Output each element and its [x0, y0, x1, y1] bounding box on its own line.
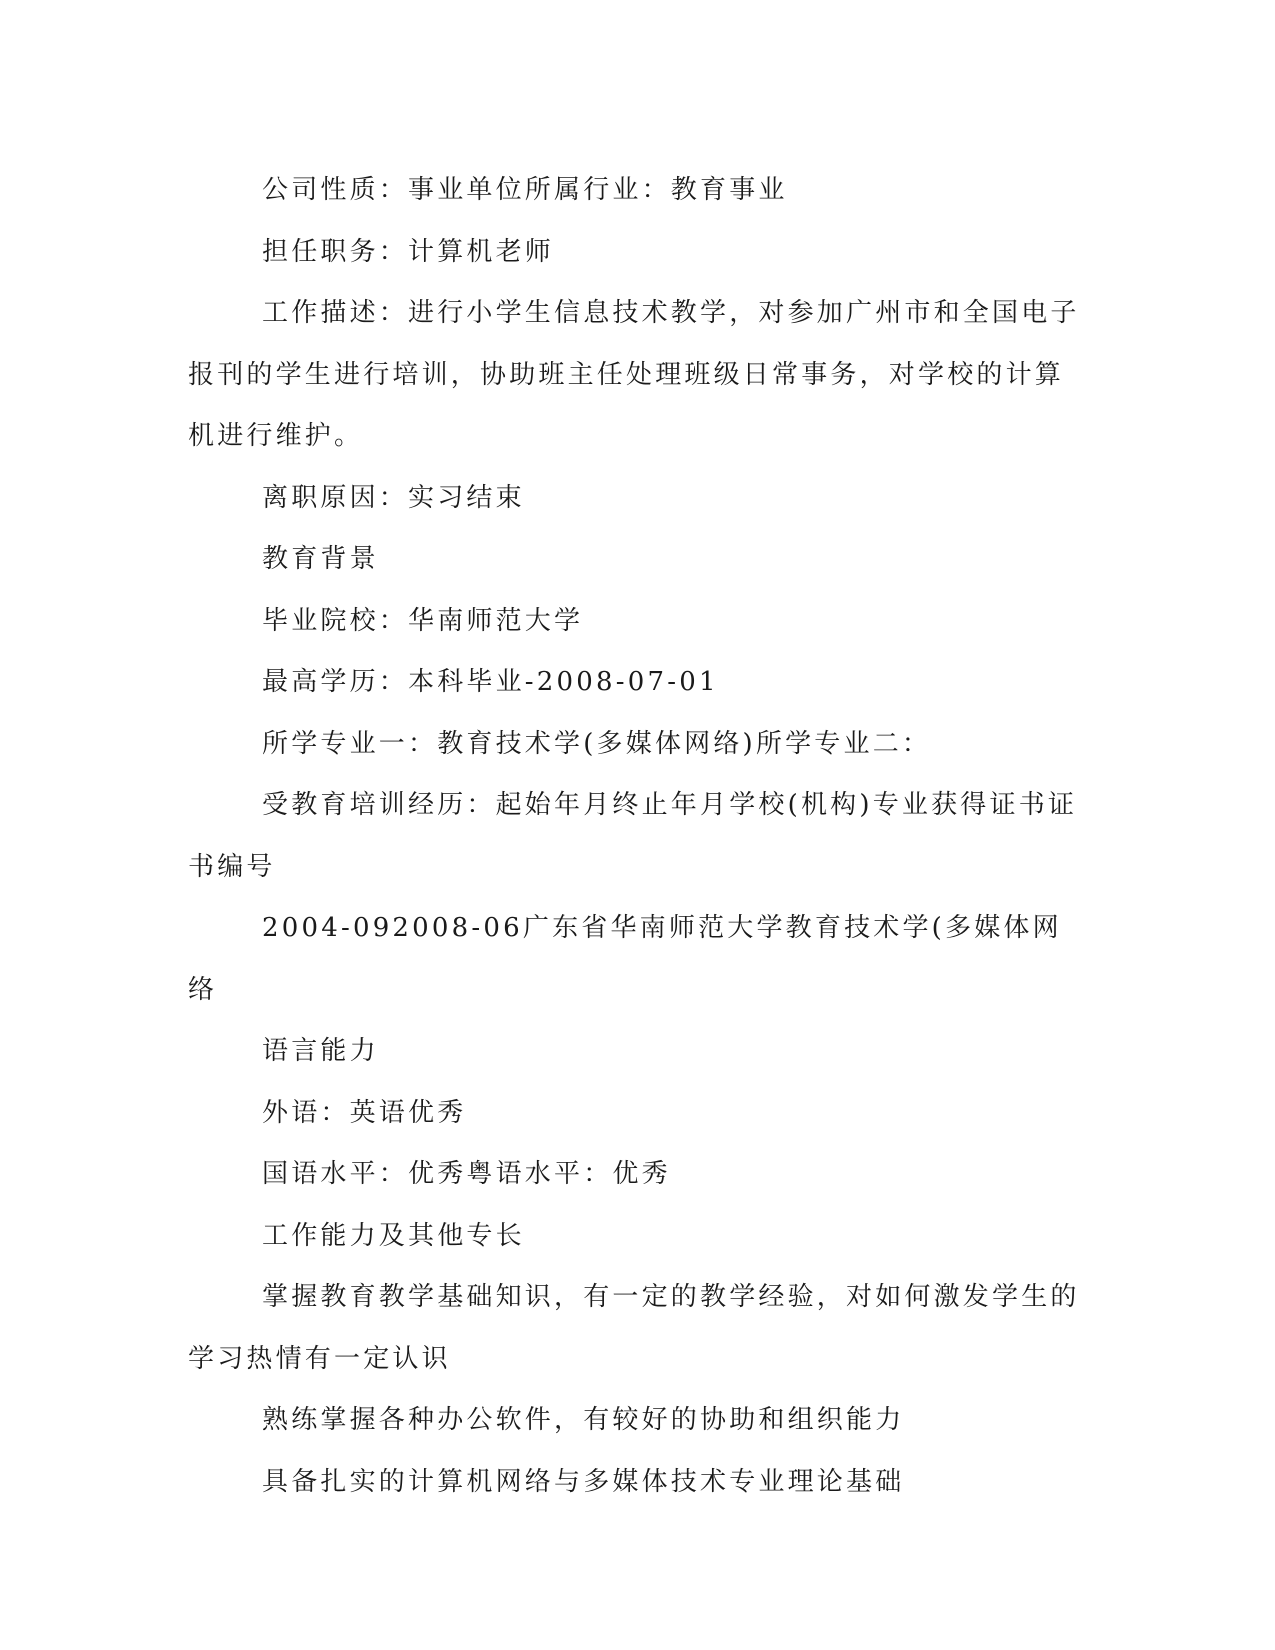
mandarin-cantonese-line: 国语水平：优秀粤语水平：优秀: [262, 1159, 671, 1189]
language-heading: 语言能力: [262, 1036, 379, 1066]
leaving-reason-line: 离职原因：实习结束: [262, 482, 525, 513]
education-heading: 教育背景: [262, 544, 379, 574]
training-record-line: 2004-092008-06广东省华南师范大学教育技术学(多媒体网络: [188, 913, 1062, 1005]
document-body: [188, 160, 1088, 1513]
teaching-skill-paragraph: 掌握教育教学基础知识，有一定的教学经验，对如何激发学生的学习热情有一定认识: [188, 1282, 1080, 1374]
graduate-school-line: 毕业院校：华南师范大学: [262, 605, 584, 636]
technical-foundation-line: 具备扎实的计算机网络与多媒体技术专业理论基础: [262, 1466, 905, 1497]
training-history-paragraph: 受教育培训经历：起始年月终止年月学校(机构)专业获得证书证书编号: [188, 790, 1078, 882]
job-description-paragraph: 工作描述：进行小学生信息技术教学，对参加广州市和全国电子报刊的学生进行培训，协助班主任处理班级日常事务，对学校的计算机进行维护。: [188, 298, 1080, 451]
company-type-line: 公司性质：事业单位所属行业：教育事业: [262, 175, 788, 205]
office-skill-line: 熟练掌握各种办公软件，有较好的协助和组织能力: [262, 1405, 905, 1435]
foreign-language-line: 外语：英语优秀: [262, 1097, 467, 1128]
highest-degree-line: 最高学历：本科毕业-2008-07-01: [262, 667, 719, 697]
skills-heading: 工作能力及其他专长: [262, 1220, 525, 1251]
position-line: 担任职务：计算机老师: [262, 236, 555, 267]
major-line: 所学专业一：教育技术学(多媒体网络)所学专业二：: [262, 728, 932, 759]
